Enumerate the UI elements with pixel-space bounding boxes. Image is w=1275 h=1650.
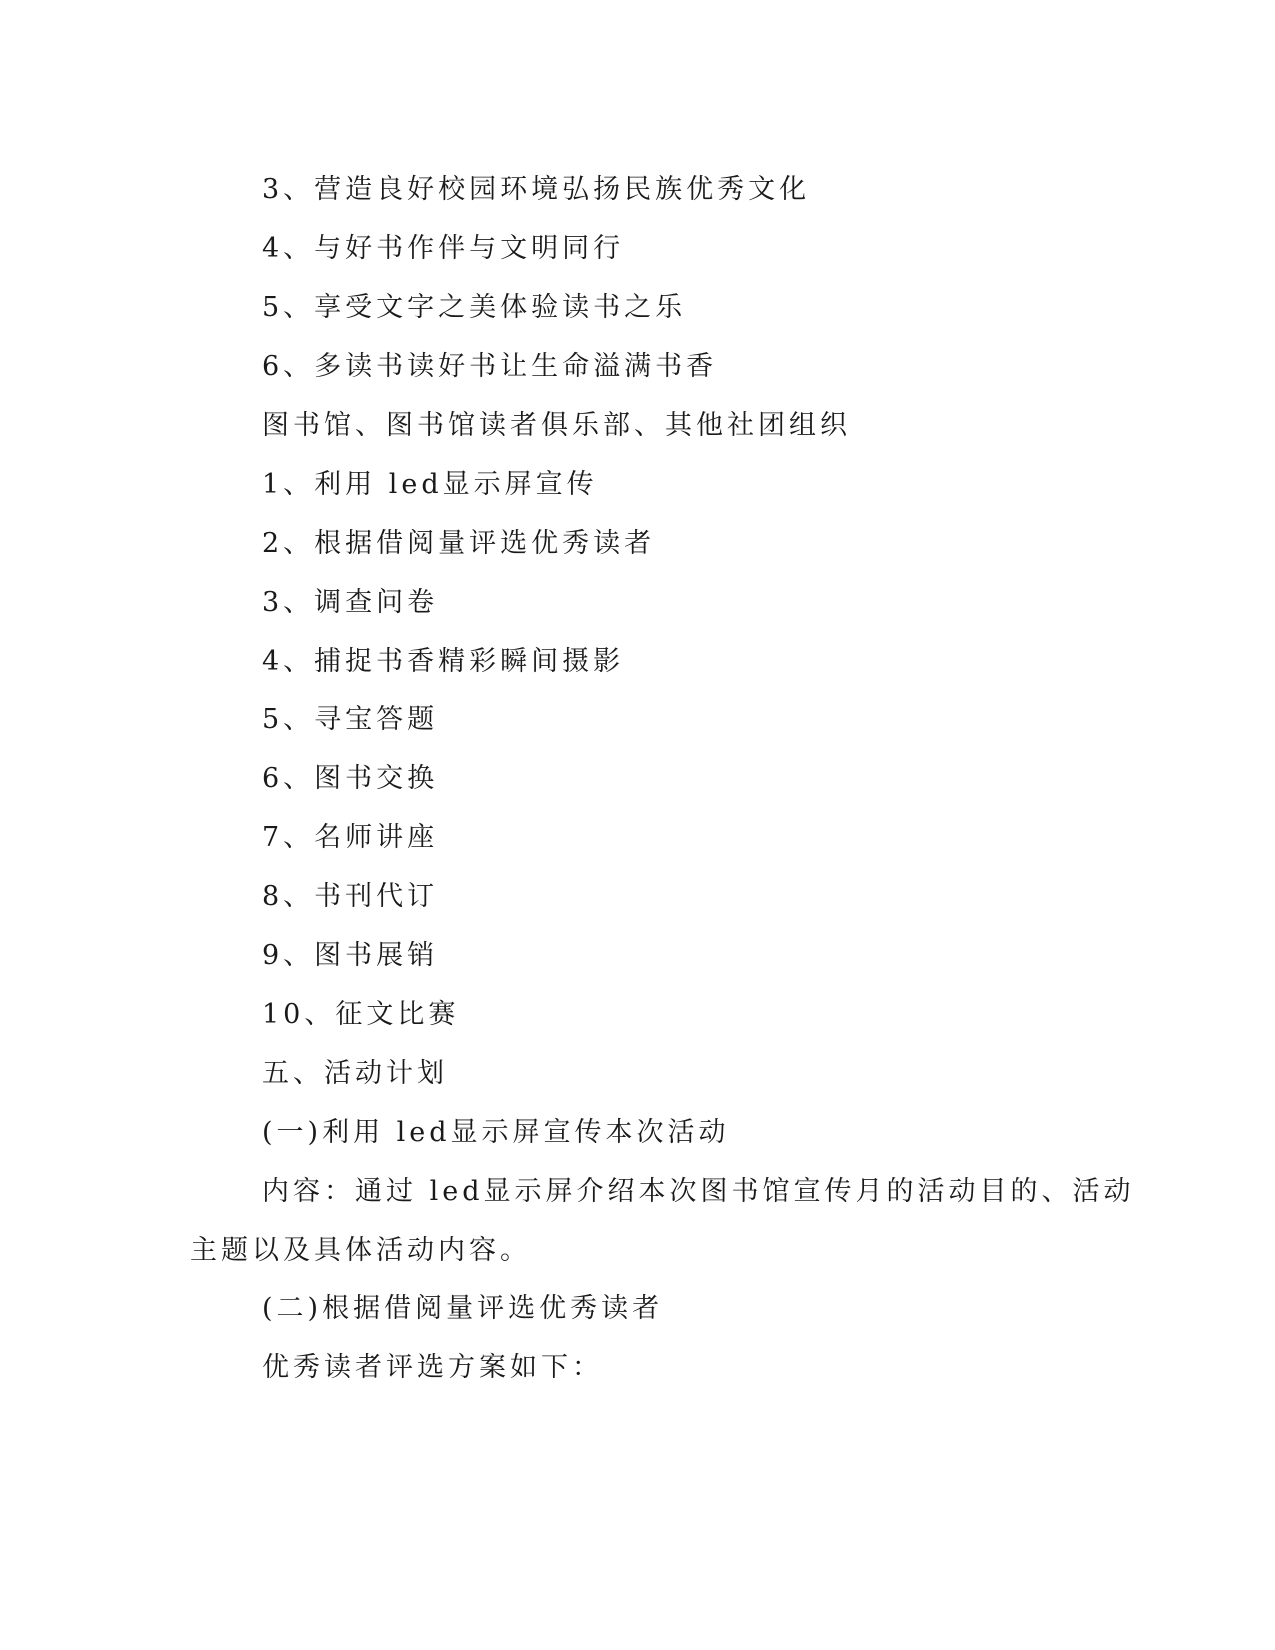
slogan-5: 5、享受文字之美体验读书之乐 <box>262 292 687 323</box>
paragraph-line: 优秀读者评选方案如下： <box>262 1352 603 1383</box>
paragraph-line: 内容：通过 led显示屏介绍本次图书馆宣传月的活动目的、活动 <box>262 1176 1135 1207</box>
activity-item-10: 10、征文比赛 <box>262 999 460 1030</box>
paragraph-line-continued: 主题以及具体活动内容。 <box>190 1235 531 1266</box>
activity-item-1: 1、利用 led显示屏宣传 <box>262 469 598 500</box>
activity-item-7: 7、名师讲座 <box>262 822 439 853</box>
activity-item-6: 6、图书交换 <box>262 763 439 794</box>
slogan-4: 4、与好书作伴与文明同行 <box>262 233 625 264</box>
activity-item-5: 5、寻宝答题 <box>262 704 439 735</box>
activity-item-2: 2、根据借阅量评选优秀读者 <box>262 528 656 559</box>
slogan-6: 6、多读书读好书让生命溢满书香 <box>262 351 718 382</box>
subsection-heading-1: (一)利用 led显示屏宣传本次活动 <box>262 1117 730 1148</box>
section-heading: 五、活动计划 <box>262 1058 448 1089</box>
slogan-3: 3、营造良好校园环境弘扬民族优秀文化 <box>262 174 811 205</box>
subsection-heading-2: (二)根据借阅量评选优秀读者 <box>262 1293 664 1324</box>
activity-item-4: 4、捕捉书香精彩瞬间摄影 <box>262 646 625 677</box>
activity-item-3: 3、调查问卷 <box>262 587 439 618</box>
activity-item-9: 9、图书展销 <box>262 940 439 971</box>
organizers: 图书馆、图书馆读者俱乐部、其他社团组织 <box>262 410 851 441</box>
activity-item-8: 8、书刊代订 <box>262 881 439 912</box>
